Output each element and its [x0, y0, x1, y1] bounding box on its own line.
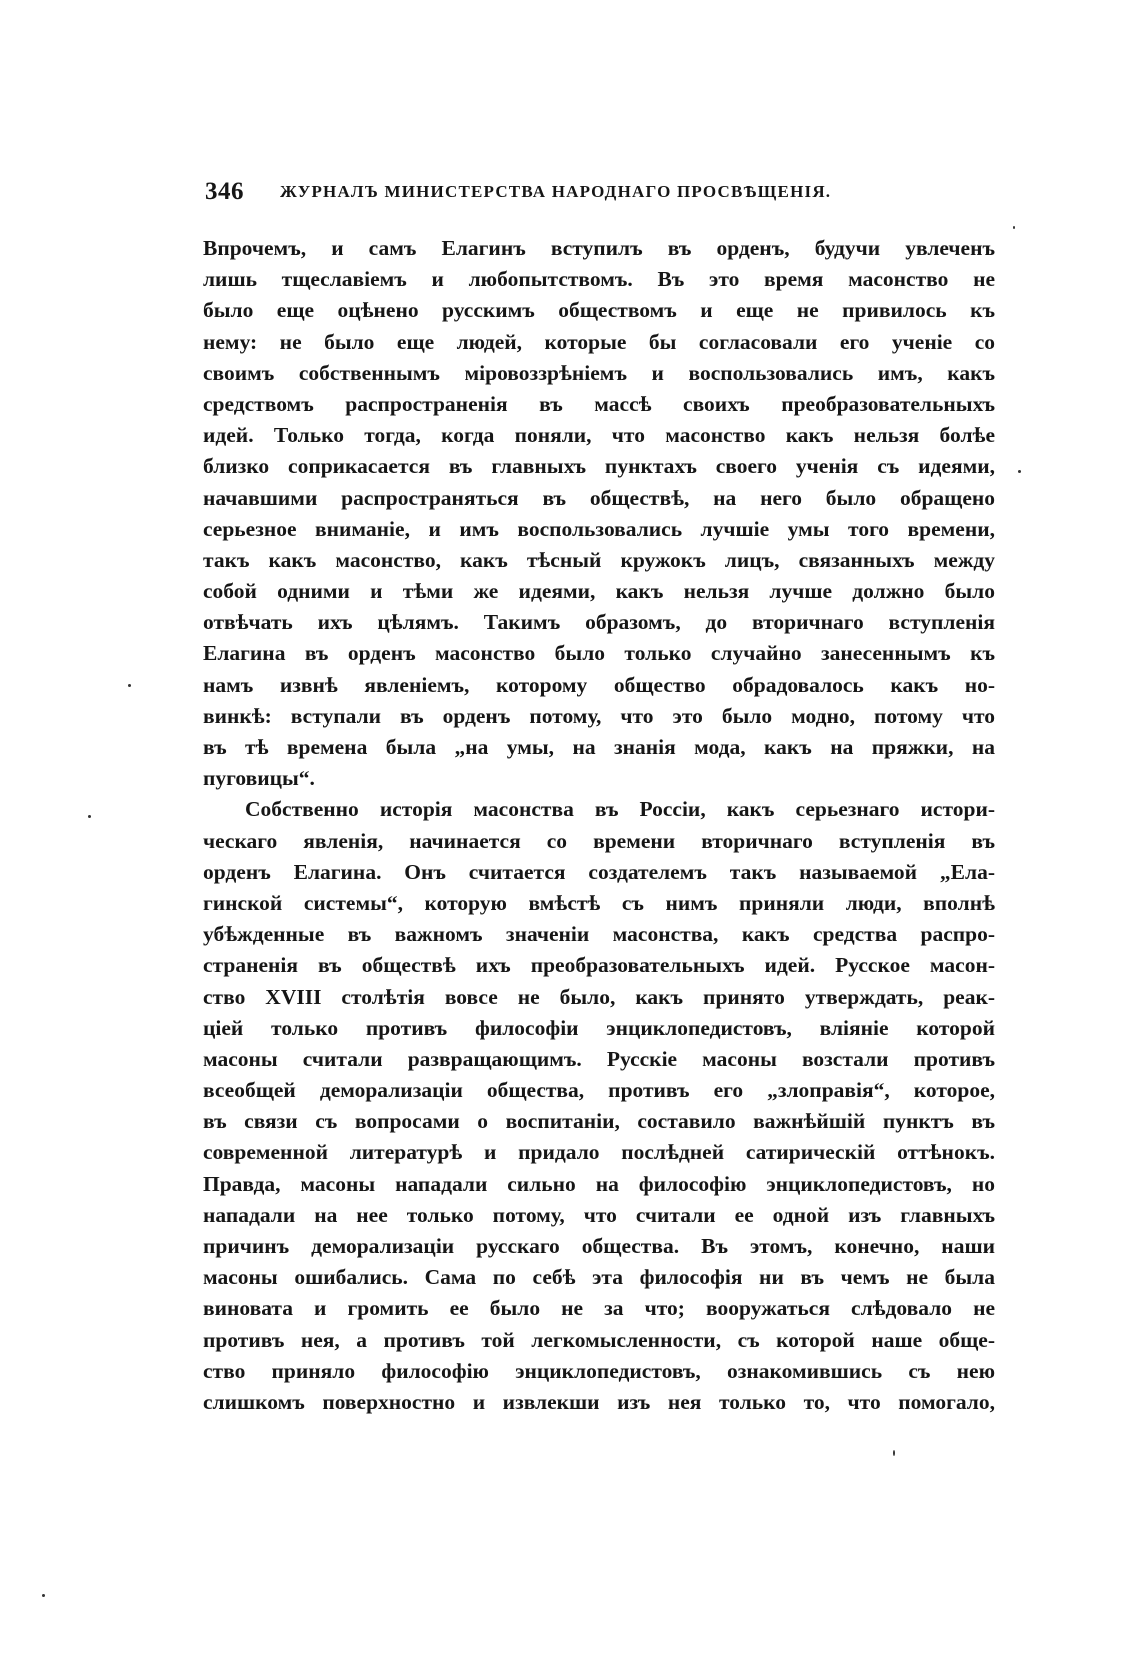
text-line: идей. Только тогда, когда поняли, что масонство какъ нельзя болѣе	[203, 423, 995, 448]
text-line: намъ извнѣ явленіемъ, которому общество обрадовалось какъ но-	[203, 672, 995, 697]
text-line: Впрочемъ, и самъ Елагинъ вступилъ въ орденъ, будучи увлеченъ	[203, 236, 995, 260]
text-line: причинъ деморализаціи русскаго общества. Въ этомъ, конечно, наши	[203, 1234, 995, 1258]
text-line: такъ какъ масонство, какъ тѣсный кружокъ лицъ, связанныхъ между	[203, 547, 995, 572]
text-line: въ тѣ времена была „на умы, на знанія мода, какъ на пряжки, на	[203, 735, 995, 759]
text-line: винкѣ: вступали въ орденъ потому, что это было модно, потому что	[203, 703, 995, 728]
text-line: пуговицы“.	[203, 766, 315, 791]
text-line: средствомъ распространенія въ массѣ своихъ преобразовательныхъ	[203, 391, 995, 416]
scan-speck	[893, 1450, 895, 1456]
text-line: ство XVIII столѣтія вовсе не было, какъ принято утверждать, реак-	[203, 984, 995, 1009]
text-line: близко соприкасается въ главныхъ пунктахъ своего ученія съ идеями,	[203, 454, 995, 479]
text-line: противъ нея, а противъ той легкомысленности, съ которой наше обще-	[203, 1327, 995, 1352]
scan-speck	[1013, 226, 1015, 229]
scan-speck	[1018, 470, 1021, 473]
text-line: Елагина въ орденъ масонство было только случайно занесеннымъ къ	[203, 641, 995, 666]
text-line: начавшими распространяться въ обществѣ, на него было обращено	[203, 485, 995, 510]
text-line: собой одними и тѣми же идеями, какъ нельзя лучше должно было	[203, 579, 995, 604]
text-line: страненія въ обществѣ ихъ преобразовательныхъ идей. Русское масон-	[203, 953, 995, 978]
text-line: лишь тщеславіемъ и любопытствомъ. Въ это время масонство не	[203, 267, 995, 292]
text-line: виновата и громить ее было не за что; вооружаться слѣдовало не	[203, 1296, 995, 1321]
text-line: нему: не было еще людей, которые бы согласовали его ученіе со	[203, 329, 995, 354]
text-line: масоны ошибались. Сама по себѣ эта философія ни въ чемъ не была	[203, 1265, 995, 1290]
text-line: было еще оцѣнено русскимъ обществомъ и еще не привилось къ	[203, 298, 995, 323]
text-line: въ связи съ вопросами о воспитаніи, составило важнѣйшій пунктъ въ	[203, 1109, 995, 1134]
text-line: Правда, масоны нападали сильно на философію энциклопедистовъ, но	[203, 1171, 995, 1196]
text-line: своимъ собственнымъ міровоззрѣніемъ и воспользовались имъ, какъ	[203, 360, 995, 385]
body-text	[203, 233, 995, 1418]
text-line: современной литературѣ и придало послѣдней сатирическій оттѣнокъ.	[203, 1140, 995, 1165]
page-number: 346	[205, 178, 244, 205]
text-line: слишкомъ поверхностно и извлекши изъ нея только то, что помогало,	[203, 1389, 995, 1414]
text-line: масоны считали развращающимъ. Русскіе масоны возстали противъ	[203, 1046, 995, 1071]
scan-speck	[88, 815, 91, 818]
text-line: ческаго явленія, начинается со времени вторичнаго вступленія въ	[203, 828, 995, 853]
text-line: отвѣчать ихъ цѣлямъ. Такимъ образомъ, до вторичнаго вступленія	[203, 610, 995, 635]
text-line: ство приняло философію энциклопедистовъ, ознакомившись съ нею	[203, 1358, 995, 1383]
text-line: убѣжденные въ важномъ значеніи масонства, какъ средства распро-	[203, 922, 995, 947]
scan-speck	[42, 1594, 45, 1597]
text-line: ціей только противъ философіи энциклопедистовъ, вліяніе которой	[203, 1015, 995, 1040]
text-line: серьезное вниманіе, и имъ воспользовались лучшіе умы того времени,	[203, 516, 995, 541]
text-line: гинской системы“, которую вмѣстѣ съ нимъ приняли люди, вполнѣ	[203, 890, 995, 915]
running-title: ЖУРНАЛЪ МИНИСТЕРСТВА НАРОДНАГО ПРОСВѢЩЕНІЯ.	[280, 182, 832, 201]
paragraph-1	[203, 233, 995, 794]
text-line: нападали на нее только потому, что считали ее одной изъ главныхъ	[203, 1202, 995, 1227]
scan-speck	[128, 684, 131, 687]
page-header	[205, 178, 1005, 208]
text-line: Собственно исторія масонства въ Россіи, какъ серьезнаго истори-	[245, 797, 995, 822]
text-line: всеобщей деморализаціи общества, противъ его „злоправія“, которое,	[203, 1078, 995, 1103]
text-line: орденъ Елагина. Онъ считается создателемъ такъ называемой „Ела-	[203, 859, 995, 884]
paragraph-2	[203, 794, 995, 1418]
